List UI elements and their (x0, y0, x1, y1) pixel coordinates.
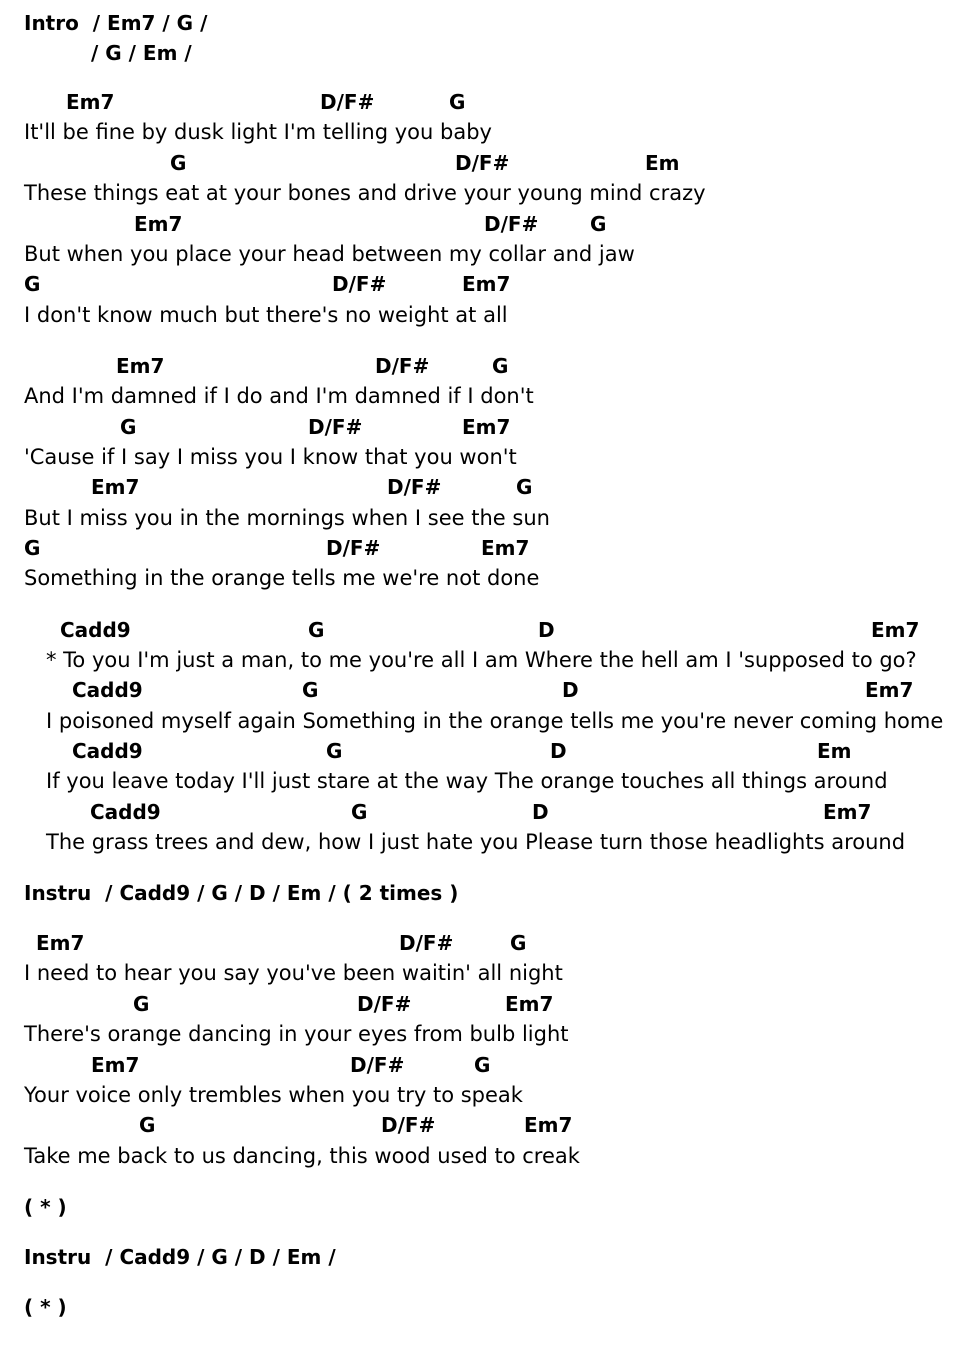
chord: G (492, 354, 509, 378)
chord: D/F# (350, 1053, 405, 1077)
lyric-line: 'Cause if I say I miss you I know that you won't (24, 445, 517, 469)
intro-line-2: / G / Em / (91, 41, 192, 65)
lyric-line: Something in the orange tells me we're not done (24, 566, 540, 590)
lyric-line: But when you place your head between my collar and jaw (24, 242, 635, 266)
chord: D/F# (399, 931, 454, 955)
chord: Em (645, 151, 680, 175)
chord: G (170, 151, 187, 175)
chord: G (302, 678, 319, 702)
chord: G (590, 212, 607, 236)
chord: Em7 (865, 678, 914, 702)
chord: G (120, 415, 137, 439)
lyric-line: These things eat at your bones and drive your young mind crazy (24, 181, 706, 205)
lyric-line: Take me back to us dancing, this wood used to creak (24, 1144, 580, 1168)
chord: Em7 (462, 272, 511, 296)
chord: Em (817, 739, 852, 763)
chord: Em7 (66, 90, 115, 114)
chord: G (308, 618, 325, 642)
chord: D/F# (381, 1113, 436, 1137)
chord: D (562, 678, 579, 702)
chord: D (532, 800, 549, 824)
chord: D (550, 739, 567, 763)
repeat-chorus-marker: ( * ) (24, 1195, 67, 1219)
chord: Em7 (871, 618, 920, 642)
lyric-line: I poisoned myself again Something in the orange tells me you're never coming home (46, 709, 944, 733)
chord: G (24, 536, 41, 560)
chord: D (538, 618, 555, 642)
chord: G (326, 739, 343, 763)
chord: Cadd9 (72, 739, 143, 763)
instrumental-line: Instru / Cadd9 / G / D / Em / ( 2 times ) (24, 881, 459, 905)
lyric-line: Your voice only trembles when you try to speak (24, 1083, 523, 1107)
chord: G (449, 90, 466, 114)
repeat-chorus-marker: ( * ) (24, 1295, 67, 1319)
lyric-line: The grass trees and dew, how I just hate you Please turn those headlights around (46, 830, 906, 854)
lyric-line: But I miss you in the mornings when I see the sun (24, 506, 550, 530)
chord: G (474, 1053, 491, 1077)
chord: Em7 (462, 415, 511, 439)
chord: G (24, 272, 41, 296)
chord: D/F# (357, 992, 412, 1016)
chord: Cadd9 (90, 800, 161, 824)
chord: Em7 (524, 1113, 573, 1137)
chord: G (510, 931, 527, 955)
chord: G (516, 475, 533, 499)
lyric-line: It'll be fine by dusk light I'm telling you baby (24, 120, 492, 144)
chord: Em7 (505, 992, 554, 1016)
lyric-line: I don't know much but there's no weight at all (24, 303, 508, 327)
chord: Em7 (116, 354, 165, 378)
chord: Em7 (823, 800, 872, 824)
chord: Em7 (481, 536, 530, 560)
chord: D/F# (332, 272, 387, 296)
chord: D/F# (326, 536, 381, 560)
lyric-line: There's orange dancing in your eyes from bulb light (24, 1022, 569, 1046)
chord: D/F# (484, 212, 539, 236)
instrumental-line: Instru / Cadd9 / G / D / Em / (24, 1245, 336, 1269)
chord: G (133, 992, 150, 1016)
chord: G (351, 800, 368, 824)
chord: D/F# (375, 354, 430, 378)
chord: D/F# (455, 151, 510, 175)
lyric-line: If you leave today I'll just stare at the way The orange touches all things around (46, 769, 888, 793)
chord: D/F# (387, 475, 442, 499)
chord: Em7 (134, 212, 183, 236)
chord: Em7 (36, 931, 85, 955)
lyric-line: * To you I'm just a man, to me you're all I am Where the hell am I 'supposed to go? (46, 648, 917, 672)
chord: Em7 (91, 475, 140, 499)
intro-line-1: Intro / Em7 / G / (24, 11, 208, 35)
chord: D/F# (308, 415, 363, 439)
chord: Em7 (91, 1053, 140, 1077)
chord: D/F# (320, 90, 375, 114)
chord: Cadd9 (72, 678, 143, 702)
chord: G (139, 1113, 156, 1137)
lyric-line: I need to hear you say you've been waitin' all night (24, 961, 563, 985)
lyric-line: And I'm damned if I do and I'm damned if I don't (24, 384, 534, 408)
chord: Cadd9 (60, 618, 131, 642)
